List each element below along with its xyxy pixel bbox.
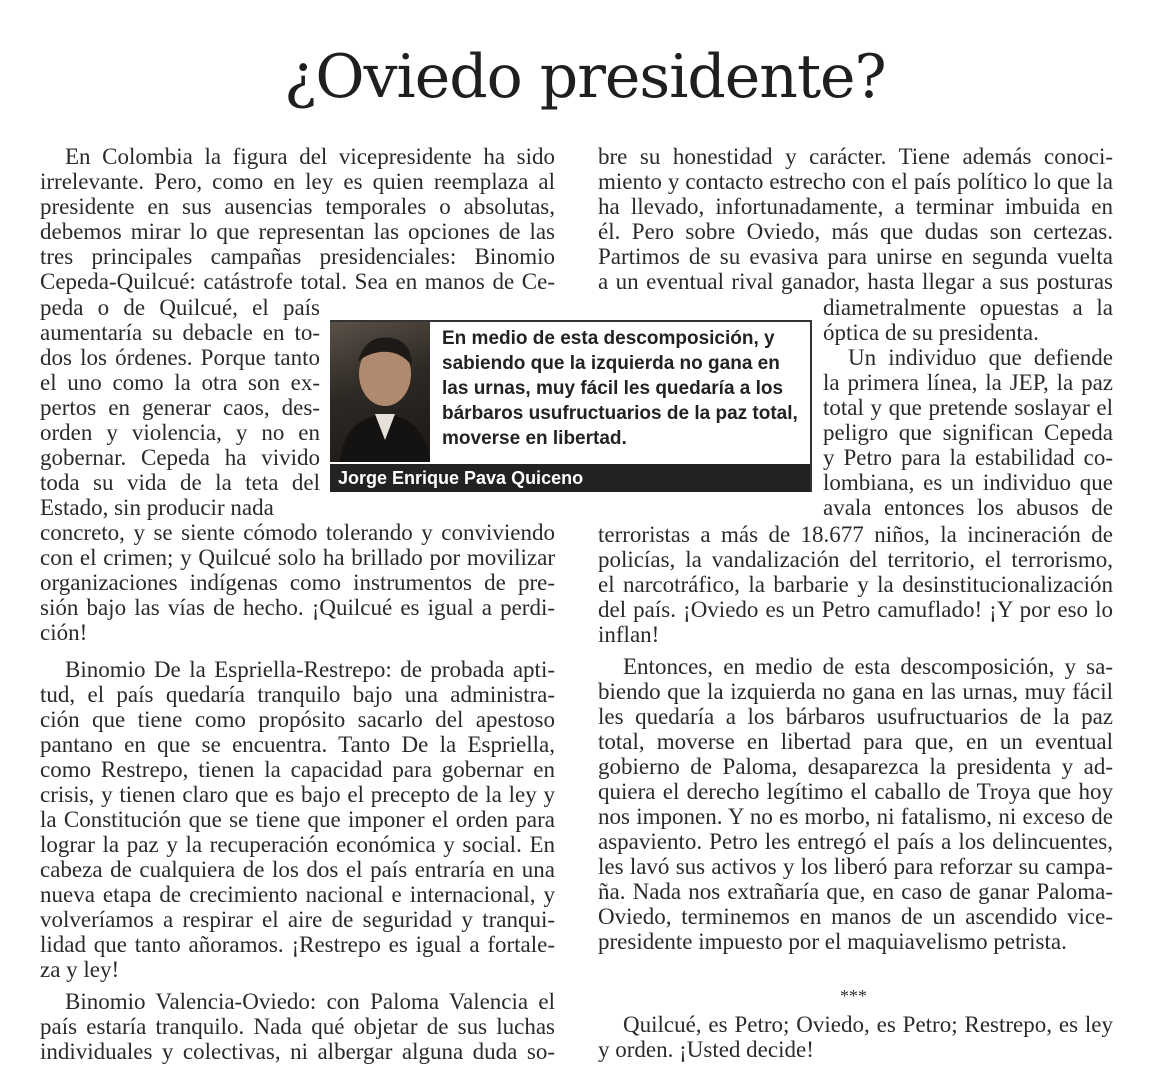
left-column-text-line: volveríamos a respirar el aire de seguridad y tranqui- (40, 907, 555, 932)
pull-quote-box (330, 320, 812, 492)
left-column-text-line: orden y violencia, y no en (40, 420, 320, 445)
left-column-text-line: ción que tiene como propósito sacarlo del apestoso (40, 707, 555, 732)
pull-quote: En medio de esta descomposición, y sabiendo que la izquierda no gana en las urnas, muy fácil les quedaría a los bárbaros usufructuarios de la paz total, moverse en libertad. (442, 328, 798, 449)
left-column-text-line: irrelevante. Pero, como en ley es quien reemplaza al (40, 169, 555, 194)
left-column-text-line: tres principales campañas presidenciales: Binomio (40, 244, 555, 269)
left-column-text-line: concreto, y se siente cómodo tolerando y conviviendo (40, 520, 555, 545)
right-column-text-line: Entonces, en medio de esta descomposición, y sa- (623, 654, 1113, 679)
right-column-text-line: y Petro para la estabilidad co- (823, 445, 1113, 470)
author-byline: Jorge Enrique Pava Quiceno (330, 464, 810, 492)
right-column-text-line: el narcotráfico, la barbarie y la desinstitucionalización (598, 572, 1113, 597)
right-column-text-line: gobierno de Paloma, desaparezca la presidenta y ad- (598, 754, 1113, 779)
right-column-text-line: nos imponen. Y no es morbo, ni fatalismo, ni exceso de (598, 804, 1113, 829)
left-column-text-line: debemos mirar lo que representan las opciones de las (40, 219, 555, 244)
right-column-text-line: les quedaría a los bárbaros usufructuarios de la paz (598, 704, 1113, 729)
right-column-text-line: Quilcué, es Petro; Oviedo, es Petro; Restrepo, es ley (623, 1012, 1113, 1037)
left-column-text-line: individuales y colectivas, ni albergar alguna duda so- (40, 1039, 555, 1064)
right-column-text-line: peligro que significan Cepeda (823, 420, 1113, 445)
left-column-text-line: como Restrepo, tienen la capacidad para gobernar en (40, 757, 555, 782)
left-column-text-line: pertos en generar caos, des- (40, 395, 320, 420)
right-column-text-line: les lavó sus activos y los liberó para reforzar su campa- (598, 854, 1113, 879)
right-column-text-line: bre su honestidad y carácter. Tiene además conoci- (598, 144, 1113, 169)
left-column-text-line: tud, el país quedaría tranquilo bajo una administra- (40, 682, 555, 707)
right-column-text-line: óptica de su presidenta. (823, 320, 1039, 345)
left-column-text-line: za y ley! (40, 957, 120, 982)
left-column-text-line: el uno como la otra son ex- (40, 370, 320, 395)
right-column-text-line: Un individuo que defiende (848, 345, 1113, 370)
right-column-text-line: lombiana, es un individuo que (823, 470, 1113, 495)
right-column-text-line: terroristas a más de 18.677 niños, la incineración de (598, 522, 1113, 547)
left-column-text-line: crisis, y tienen claro que es bajo el precepto de la ley y (40, 782, 555, 807)
right-column-text-line: biendo que la izquierda no gana en las urnas, muy fácil (598, 679, 1113, 704)
left-column-text-line: ción! (40, 620, 88, 645)
left-column-text-line: Estado, sin producir nada (40, 495, 274, 520)
right-column-text-line: Oviedo, terminemos en manos de un ascendido vice- (598, 904, 1113, 929)
right-column-text-line: la primera línea, la JEP, la paz (823, 370, 1113, 395)
right-column-text-line: inflan! (598, 622, 660, 647)
left-column-text-line: Binomio De la Espriella-Restrepo: de probada apti- (65, 657, 555, 682)
author-photo (330, 322, 430, 462)
right-column-text-line: Partimos de su evasiva para unirse en segunda vuelta (598, 244, 1113, 269)
right-column-text-line: avala entonces los abusos de (823, 495, 1113, 520)
right-column-text-line: ha llevado, infortunadamente, a terminar imbuida en (598, 194, 1113, 219)
left-column-text-line: gobernar. Cepeda ha vivido (40, 445, 320, 470)
left-column-text-line: lograr la paz y la recuperación económica y social. En (40, 832, 555, 857)
right-column-text-line: ña. Nada nos extrañaría que, en caso de ganar Paloma- (598, 879, 1113, 904)
left-column-text-line: pantano en que se encuentra. Tanto De la Espriella, (40, 732, 555, 757)
right-column-text-line: presidente impuesto por el maquiavelismo petrista. (598, 929, 1067, 954)
author-portrait-icon (330, 322, 430, 462)
left-column-text-line: presidente en sus ausencias temporales o absolutas, (40, 194, 555, 219)
left-column-text-line: sión bajo las vías de hecho. ¡Quilcué es igual a perdi- (40, 595, 555, 620)
right-column-text-line: total y que pretende soslayar el (823, 395, 1113, 420)
section-separator: *** (840, 986, 867, 1006)
left-column-text-line: dos los órdenes. Porque tanto (40, 345, 320, 370)
left-column-text-line: peda o de Quilcué, el país (40, 295, 320, 320)
right-column-text-line: del país. ¡Oviedo es un Petro camuflado! ¡Y por eso lo (598, 597, 1113, 622)
right-column-text-line: quiera el derecho legítimo el caballo de Troya que hoy (598, 779, 1113, 804)
left-column-text-line: lidad que tanto añoramos. ¡Restrepo es igual a fortale- (40, 932, 555, 957)
left-column-text-line: Cepeda-Quilcué: catástrofe total. Sea en manos de Ce- (40, 269, 555, 294)
right-column-text-line: diametralmente opuestas a la (823, 295, 1113, 320)
left-column-text-line: toda su vida de la teta del (40, 470, 320, 495)
right-column-text-line: policías, la vandalización del territorio, el terrorismo, (598, 547, 1113, 572)
left-column-text-line: nueva etapa de crecimiento nacional e internacional, y (40, 882, 555, 907)
left-column-text-line: cabeza de cualquiera de los dos el país entraría en una (40, 857, 555, 882)
right-column-text-line: él. Pero sobre Oviedo, más que dudas son certezas. (598, 219, 1113, 244)
left-column-text-line: aumentaría su debacle en to- (40, 320, 320, 345)
left-column-text-line: Binomio Valencia-Oviedo: con Paloma Valencia el (65, 989, 555, 1014)
right-column-text-line: aspaviento. Petro les entregó el país a los delincuentes, (598, 829, 1113, 854)
right-column-text-line: total, moverse en libertad para que, en un eventual (598, 729, 1113, 754)
left-column-text-line: con el crimen; y Quilcué solo ha brillado por movilizar (40, 545, 555, 570)
right-column-text-line: y orden. ¡Usted decide! (598, 1037, 814, 1062)
left-column-text-line: organizaciones indígenas como instrumentos de pre- (40, 570, 555, 595)
left-column-text-line: país estaría tranquilo. Nada qué objetar de sus luchas (40, 1014, 555, 1039)
right-column-text-line: miento y contacto estrecho con el país político lo que la (598, 169, 1113, 194)
left-column-text-line: la Constitución que se tiene que imponer el orden para (40, 807, 555, 832)
right-column-text-line: a un eventual rival ganador, hasta llegar a sus posturas (598, 269, 1113, 294)
left-column-text-line: En Colombia la figura del vicepresidente ha sido (65, 144, 555, 169)
headline: ¿Oviedo presidente? (284, 42, 886, 112)
